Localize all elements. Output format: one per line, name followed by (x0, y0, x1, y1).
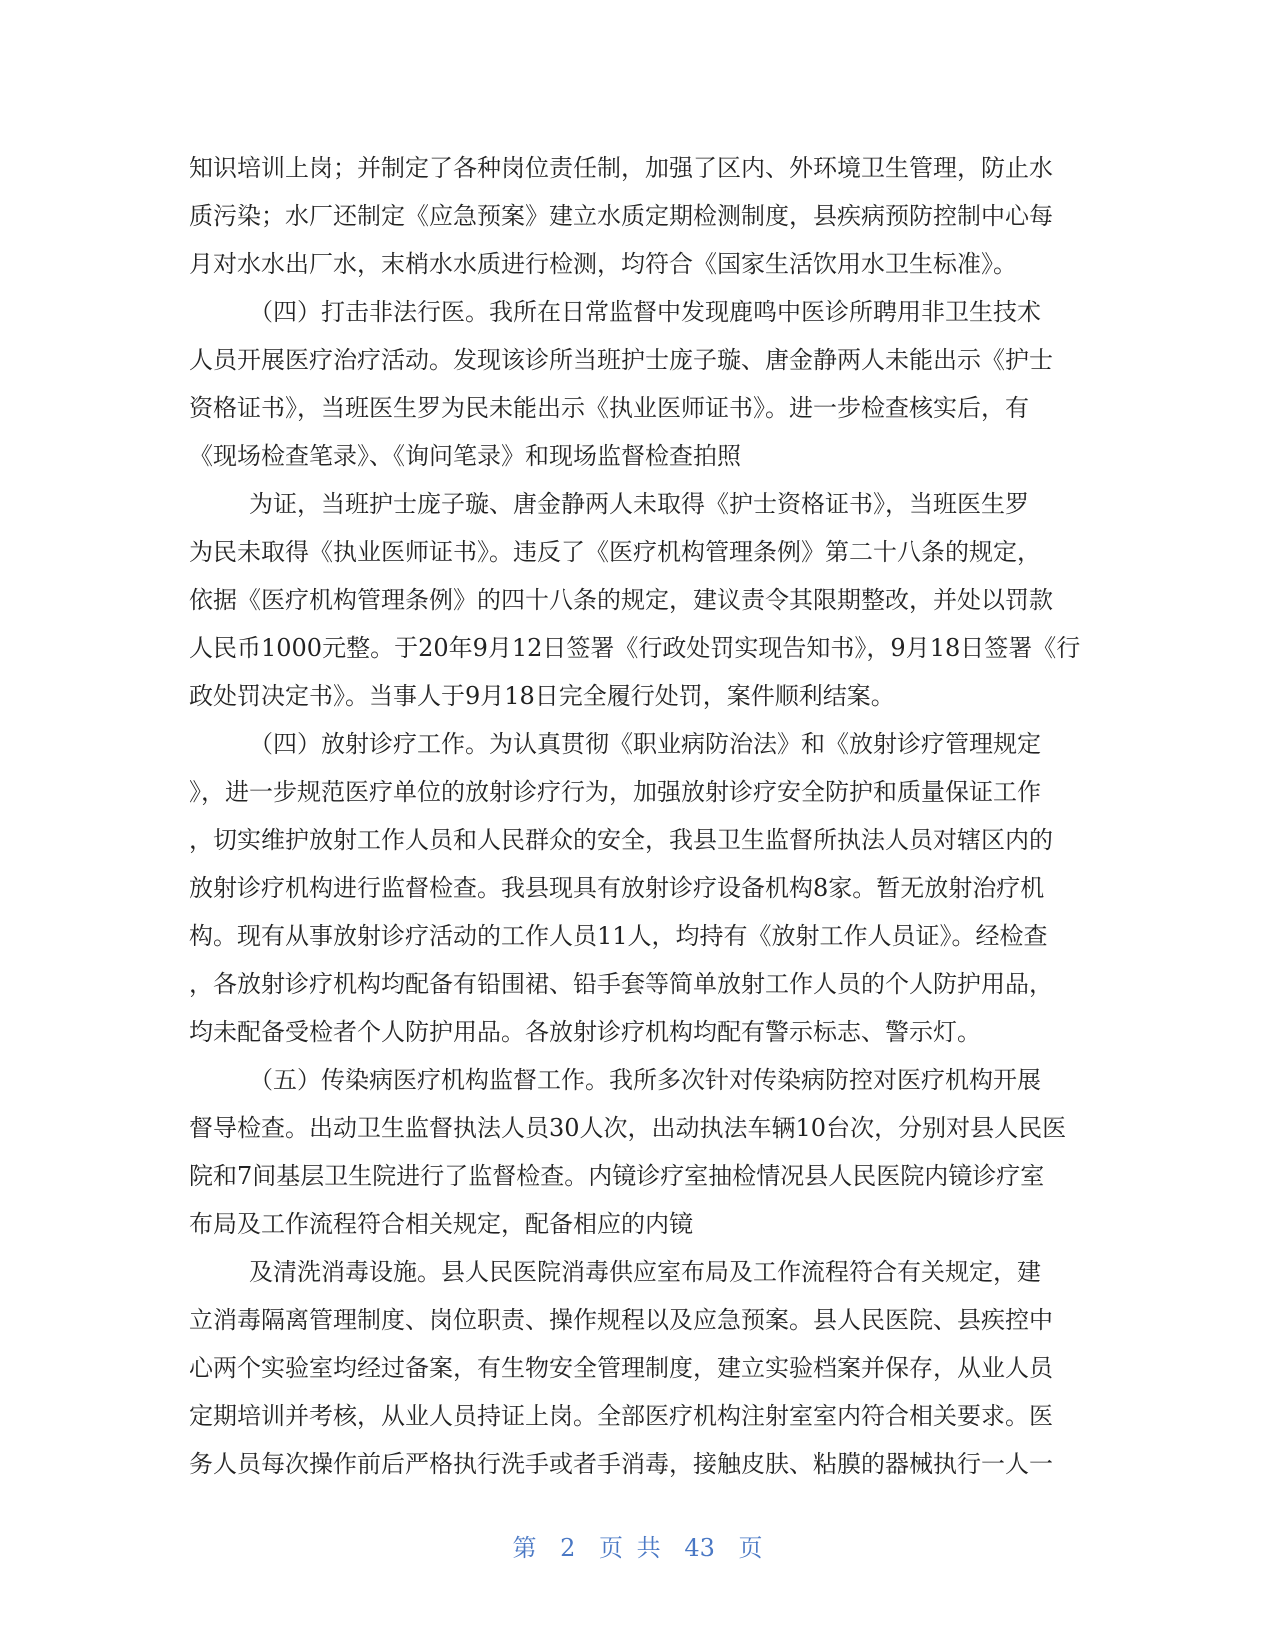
current-page-number: 2 (560, 1534, 576, 1562)
text-line: 月对水水出厂水，末梢水水质进行检测，均符合《国家生活饮用水卫生标准》。 (189, 250, 1017, 278)
text-line: 依据《医疗机构管理条例》的四十八条的规定，建议责令其限期整改，并处以罚款 (189, 586, 1053, 614)
text-line: 》，进一步规范医疗单位的放射诊疗行为，加强放射诊疗安全防护和质量保证工作 (189, 778, 1041, 806)
text-line: 《现场检查笔录》、《询问笔录》和现场监督检查拍照 (189, 442, 741, 470)
text-line: ，各放射诊疗机构均配备有铅围裙、铅手套等简单放射工作人员的个人防护用品， (189, 970, 1053, 998)
footer-suffix: 页 (738, 1534, 763, 1562)
text-line: 均未配备受检者个人防护用品。各放射诊疗机构均配有警示标志、警示灯。 (189, 1018, 981, 1046)
text-line: 构。现有从事放射诊疗活动的工作人员11人，均持有《放射工作人员证》。经检查 (189, 922, 1048, 950)
text-line: 布局及工作流程符合相关规定，配备相应的内镜 (189, 1210, 693, 1238)
text-line: 为民未取得《执业医师证书》。违反了《医疗机构管理条例》第二十八条的规定， (189, 538, 1041, 566)
text-line: 人员开展医疗治疗活动。发现该诊所当班护士庞子璇、唐金静两人未能出示《护士 (189, 346, 1053, 374)
text-line: 院和7间基层卫生院进行了监督检查。内镜诊疗室抽检情况县人民医院内镜诊疗室 (189, 1162, 1045, 1190)
text-line: 资格证书》，当班医生罗为民未能出示《执业医师证书》。进一步检查核实后，有 (189, 394, 1029, 422)
text-line: 立消毒隔离管理制度、岗位职责、操作规程以及应急预案。县人民医院、县疾控中 (189, 1306, 1053, 1334)
text-line: （四）放射诊疗工作。为认真贯彻《职业病防治法》和《放射诊疗管理规定 (249, 730, 1041, 758)
text-line: 督导检查。出动卫生监督执法人员30人次，出动执法车辆10台次，分别对县人民医 (189, 1114, 1067, 1142)
page-number-footer (0, 1528, 1275, 1563)
text-line: （四）打击非法行医。我所在日常监督中发现鹿鸣中医诊所聘用非卫生技术 (249, 298, 1041, 326)
text-line: 务人员每次操作前后严格执行洗手或者手消毒，接触皮肤、粘膜的器械执行一人一 (189, 1450, 1053, 1478)
text-line: 及清洗消毒设施。县人民医院消毒供应室布局及工作流程符合有关规定，建 (249, 1258, 1041, 1286)
text-line: ，切实维护放射工作人员和人民群众的安全，我县卫生监督所执法人员对辖区内的 (189, 826, 1053, 854)
text-line: （五）传染病医疗机构监督工作。我所多次针对传染病防控对医疗机构开展 (249, 1066, 1041, 1094)
text-line: 为证，当班护士庞子璇、唐金静两人未取得《护士资格证书》，当班医生罗 (249, 490, 1029, 518)
total-page-count: 43 (684, 1534, 715, 1562)
text-line: 质污染；水厂还制定《应急预案》建立水质定期检测制度，县疾病预防控制中心每 (189, 202, 1053, 230)
text-line: 放射诊疗机构进行监督检查。我县现具有放射诊疗设备机构8家。暂无放射治疗机 (189, 874, 1045, 902)
body-text (189, 144, 1086, 1488)
text-line: 知识培训上岗；并制定了各种岗位责任制，加强了区内、外环境卫生管理，防止水 (189, 154, 1053, 182)
footer-middle: 页 共 (599, 1534, 661, 1562)
text-line: 心两个实验室均经过备案，有生物安全管理制度，建立实验档案并保存，从业人员 (189, 1354, 1053, 1382)
text-line: 政处罚决定书》。当事人于9月18日完全履行处罚，案件顺利结案。 (189, 682, 895, 710)
text-line: 定期培训并考核，从业人员持证上岗。全部医疗机构注射室室内符合相关要求。医 (189, 1402, 1053, 1430)
footer-prefix: 第 (512, 1534, 537, 1562)
text-line: 人民币1000元整。于20年9月12日签署《行政处罚实现告知书》，9月18日签署《行 (189, 634, 1081, 662)
